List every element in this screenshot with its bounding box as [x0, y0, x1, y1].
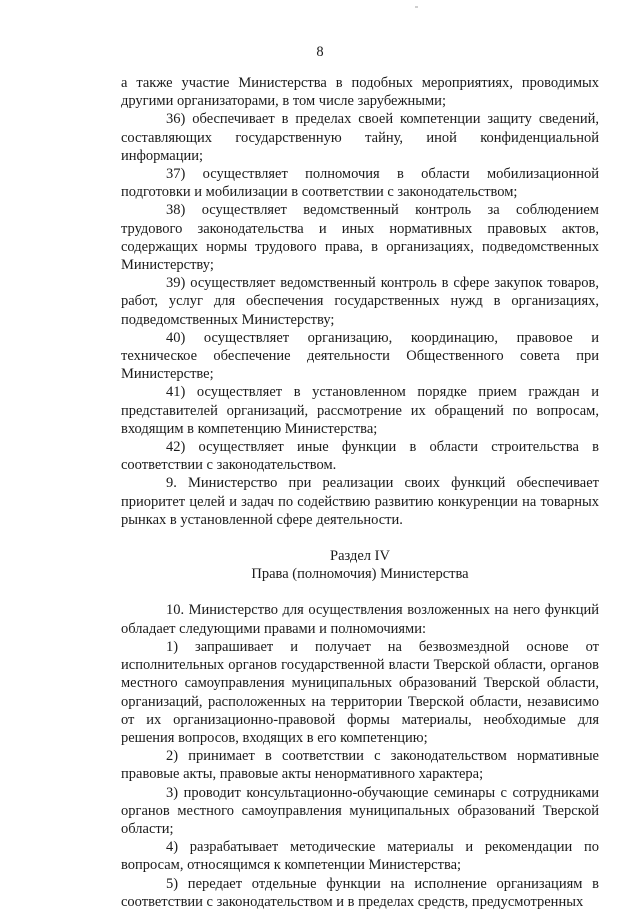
- paragraph-item-39: 39) осуществляет ведомственный контроль в сфере закупок товаров, работ, услуг для обеспечения государственных нужд в организациях, подведомственных Министерству;: [121, 275, 599, 328]
- paragraph-right-3: 3) проводит консультационно-обучающие семинары с сотрудниками органов местного самоуправления муниципальных образований Тверской области;: [121, 784, 599, 837]
- page-number: 8: [316, 44, 324, 60]
- paragraph-item-40: 40) осуществляет организацию, координацию, правовое и техническое обеспечение деятельности Общественного совета при Министерстве;: [121, 329, 599, 383]
- paragraph-item-38: 38) осуществляет ведомственный контроль за соблюдением трудового законодательства и иных нормативных правовых актов, содержащих нормы трудового права, в организациях, подведомственных Министерству;: [121, 202, 599, 274]
- section-spacer-bottom: [121, 583, 599, 601]
- section-title-heading: Права (полномочия) Министерства: [251, 566, 469, 583]
- document-body: [121, 74, 599, 911]
- paragraph-item-41: 41) осуществляет в установленном порядке прием граждан и представителей организаций, рассмотрение их обращений по вопросам, входящим в компетенцию Министерства;: [121, 384, 599, 437]
- paragraph-continuation: а также участие Министерства в подобных мероприятиях, проводимых другими организаторами, в том числе зарубежными;: [121, 75, 599, 110]
- paragraph-right-2: 2) принимает в соответствии с законодательством нормативные правовые акты, правовые акты ненормативного характера;: [121, 748, 599, 783]
- scan-speck: [415, 6, 418, 8]
- section-spacer-top: [121, 529, 599, 547]
- paragraph-right-4: 4) разрабатывает методические материалы и рекомендации по вопросам, относящимся к компетенции Министерства;: [121, 839, 599, 874]
- paragraph-clause-9: 9. Министерство при реализации своих функций обеспечивает приоритет целей и задач по содействию развитию конкуренции на товарных рынках в установленной сфере деятельности.: [121, 475, 599, 528]
- paragraph-item-42: 42) осуществляет иные функции в области строительства в соответствии с законодательством.: [121, 439, 599, 474]
- paragraph-item-36: 36) обеспечивает в пределах своей компетенции защиту сведений, составляющих государственную тайну, иной конфиденциальной информации;: [121, 111, 599, 164]
- paragraph-right-1: 1) запрашивает и получает на безвозмездной основе от исполнительных органов государственной власти Тверской области, органов местного самоуправления муниципальных образований Тверской области, организаций, расположенных на территории Тверской области, независимо от их организационно-правовой формы материалы, необходимые для решения вопросов, входящих в его компетенцию;: [121, 638, 599, 746]
- paragraph-item-37: 37) осуществляет полномочия в области мобилизационной подготовки и мобилизации в соответствии с законодательством;: [121, 166, 599, 201]
- paragraph-right-5: 5) передает отдельные функции на исполнение организациям в соответствии с законодательством и в пределах средств, предусмотренных: [121, 875, 599, 910]
- section-number-heading: Раздел IV: [330, 548, 390, 565]
- paragraph-clause-10: 10. Министерство для осуществления возложенных на него функций обладает следующими правами и полномочиями:: [121, 602, 599, 637]
